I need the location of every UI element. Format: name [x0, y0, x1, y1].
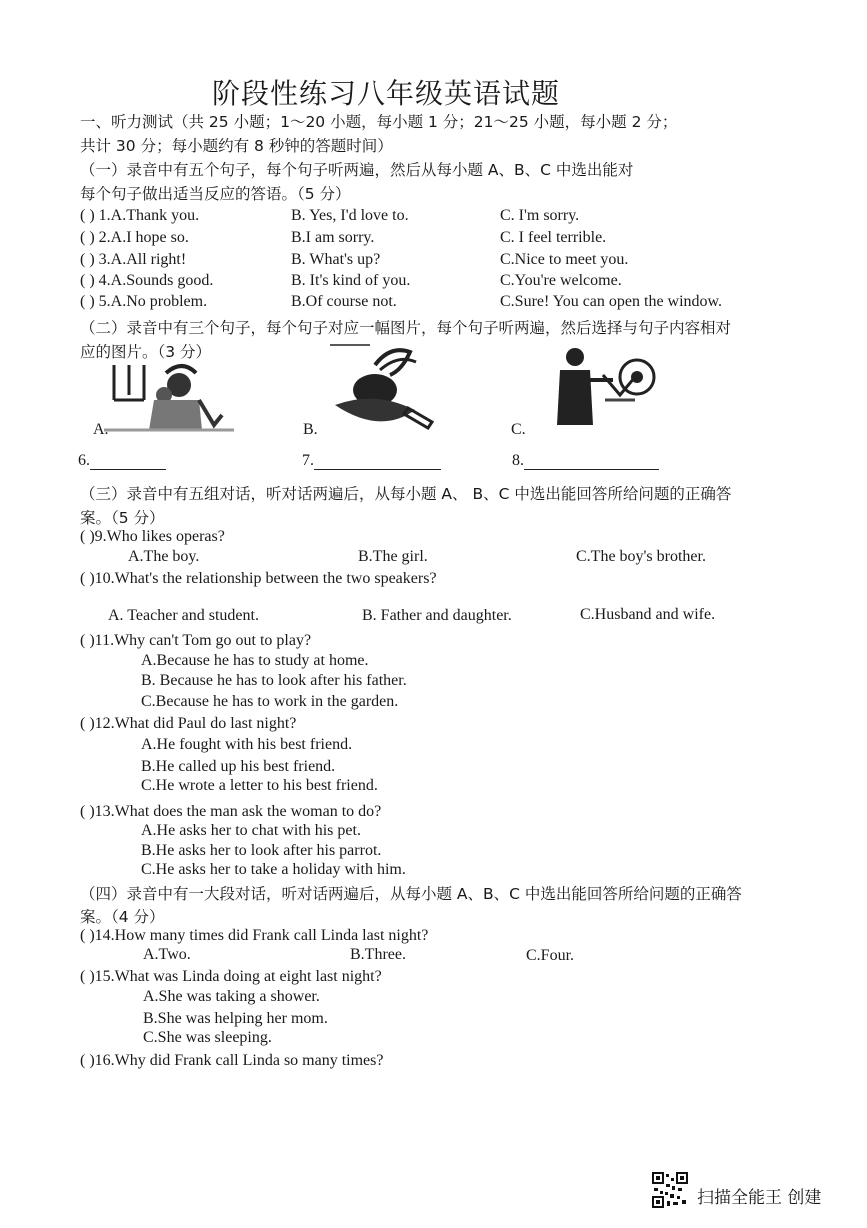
q4-option-a: ( ) 4.A.Sounds good.: [80, 272, 214, 289]
q16-question: ( )16.Why did Frank call Linda so many times?: [80, 1052, 384, 1069]
picture-c-label: C.: [511, 421, 526, 438]
picture-b-cooking-icon: [320, 340, 440, 435]
part1-instruction-line2: 每个句子做出适当反应的答语。（5 分）: [80, 185, 351, 203]
q12-option-a: A.He fought with his best friend.: [141, 736, 353, 753]
q5-option-b: B.Of course not.: [291, 293, 397, 310]
part2-instruction-line2: 应的图片。（3 分）: [80, 343, 212, 361]
q5-option-c: C.Sure! You can open the window.: [500, 293, 723, 310]
q15-question: ( )15.What was Linda doing at eight last night?: [80, 968, 382, 985]
q15-option-b: B.She was helping her mom.: [143, 1010, 328, 1027]
q4-option-c: C.You're welcome.: [500, 272, 622, 289]
q2-option-a: ( ) 2.A.I hope so.: [80, 229, 189, 246]
picture-c-bicycle-icon: [545, 345, 660, 430]
q9-question: ( )9.Who likes operas?: [80, 528, 225, 545]
q11-option-a: A.Because he has to study at home.: [141, 652, 369, 669]
answer-blank-8[interactable]: [512, 452, 659, 470]
page-title: 阶段性练习八年级英语试题: [212, 77, 561, 110]
q12-option-b: B.He called up his best friend.: [141, 758, 336, 775]
q9-option-a: A.The boy.: [128, 548, 200, 565]
blank-7-number: 7.: [302, 452, 314, 469]
q14-option-c: C.Four.: [526, 947, 575, 964]
q9-option-b: B.The girl.: [358, 548, 428, 565]
q1-option-b: B. Yes, I'd love to.: [291, 207, 409, 224]
q4-option-b: B. It's kind of you.: [291, 272, 411, 289]
part3-instruction-line2: 案。（5 分）: [80, 509, 165, 527]
q12-option-c: C.He wrote a letter to his best friend.: [141, 777, 378, 794]
qr-code-icon: [652, 1172, 688, 1208]
q14-question: ( )14.How many times did Frank call Linda last night?: [80, 927, 429, 944]
q15-option-c: C.She was sleeping.: [143, 1029, 272, 1046]
part4-instruction-line2: 案。（4 分）: [80, 908, 165, 926]
q14-option-b: B.Three.: [350, 946, 406, 963]
q11-question: ( )11.Why can't Tom go out to play?: [80, 632, 312, 649]
q15-option-a: A.She was taking a shower.: [143, 988, 320, 1005]
q12-question: ( )12.What did Paul do last night?: [80, 715, 297, 732]
q1-option-c: C. I'm sorry.: [500, 207, 580, 224]
q10-option-c: C.Husband and wife.: [580, 606, 716, 623]
picture-a-label: A.: [93, 421, 109, 438]
q13-option-b: B.He asks her to look after his parrot.: [141, 842, 382, 859]
q10-option-b: B. Father and daughter.: [362, 607, 512, 624]
picture-b-label: B.: [303, 421, 318, 438]
picture-a-football-icon: [104, 355, 234, 435]
q3-option-c: C.Nice to meet you.: [500, 251, 629, 268]
q13-question: ( )13.What does the man ask the woman to do?: [80, 803, 382, 820]
section-header-line2: 共计 30 分；每小题约有 8 秒钟的答题时间）: [80, 137, 393, 155]
part3-instruction-line1: （三）录音中有五组对话，听对话两遍后，从每小题 A、 B、C 中选出能回答所给问题的正确答: [80, 485, 732, 503]
q1-option-a: ( ) 1.A.Thank you.: [80, 207, 200, 224]
blank-8-number: 8.: [512, 452, 524, 469]
q11-option-c: C.Because he has to work in the garden.: [141, 693, 399, 710]
q13-option-c: C.He asks her to take a holiday with him.: [141, 861, 406, 878]
scanner-watermark: 扫描全能王 创建: [697, 1188, 822, 1208]
answer-blank-6[interactable]: [78, 452, 166, 470]
q9-option-c: C.The boy's brother.: [576, 548, 706, 565]
blank-6-number: 6.: [78, 452, 90, 469]
q11-option-b: B. Because he has to look after his father.: [141, 672, 407, 689]
q14-option-a: A.Two.: [143, 946, 191, 963]
part1-instruction-line1: （一）录音中有五个句子，每个句子听两遍，然后从每小题 A、B、C 中选出能对: [80, 161, 634, 179]
part2-instruction-line1: （二）录音中有三个句子，每个句子对应一幅图片，每个句子听两遍，然后选择与句子内容相对: [80, 319, 732, 337]
q2-option-c: C. I feel terrible.: [500, 229, 607, 246]
q3-option-a: ( ) 3.A.All right!: [80, 251, 187, 268]
answer-blank-7[interactable]: [302, 452, 441, 470]
q3-option-b: B. What's up?: [291, 251, 381, 268]
q10-option-a: A. Teacher and student.: [108, 607, 259, 624]
q13-option-a: A.He asks her to chat with his pet.: [141, 822, 361, 839]
part4-instruction-line1: （四）录音中有一大段对话，听对话两遍后，从每小题 A、B、C 中选出能回答所给问题的正确答: [80, 885, 742, 903]
section-header-line1: 一、听力测试（共 25 小题；1～20 小题，每小题 1 分；21～25 小题，每小题 2 分；: [80, 113, 678, 131]
q2-option-b: B.I am sorry.: [291, 229, 375, 246]
q10-question: ( )10.What's the relationship between the two speakers?: [80, 570, 437, 587]
q5-option-a: ( ) 5.A.No problem.: [80, 293, 208, 310]
